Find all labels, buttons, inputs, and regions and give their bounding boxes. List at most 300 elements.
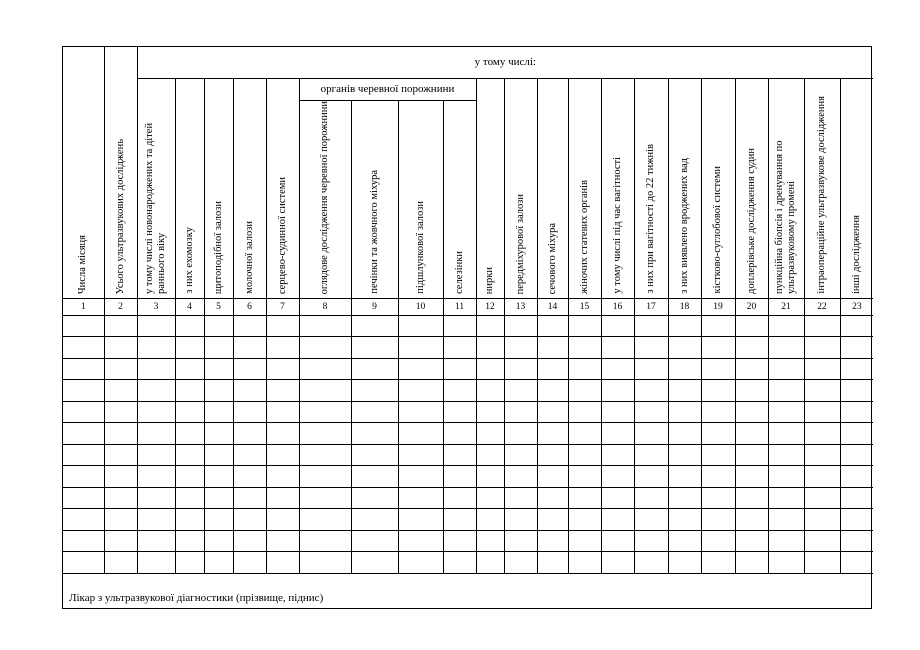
table-cell[interactable] <box>634 444 668 466</box>
table-cell[interactable] <box>351 444 398 466</box>
table-cell[interactable] <box>668 509 701 531</box>
table-cell[interactable] <box>804 552 840 574</box>
table-cell[interactable] <box>63 444 104 466</box>
table-cell[interactable] <box>476 358 504 380</box>
table-cell[interactable] <box>104 315 137 337</box>
table-cell[interactable] <box>668 466 701 488</box>
table-cell[interactable] <box>104 337 137 359</box>
table-cell[interactable] <box>701 466 735 488</box>
table-cell[interactable] <box>840 337 873 359</box>
table-cell[interactable] <box>233 401 266 423</box>
table-cell[interactable] <box>601 315 634 337</box>
table-cell[interactable] <box>504 401 537 423</box>
column-number: 19 <box>701 298 735 315</box>
table-cell[interactable] <box>601 380 634 402</box>
table-cell[interactable] <box>634 552 668 574</box>
table-cell[interactable] <box>668 530 701 552</box>
column-number: 17 <box>634 298 668 315</box>
table-cell[interactable] <box>568 337 601 359</box>
table-cell[interactable] <box>233 315 266 337</box>
table-cell[interactable] <box>768 337 804 359</box>
table-cell[interactable] <box>634 530 668 552</box>
table-cell[interactable] <box>175 358 204 380</box>
table-cell[interactable] <box>175 423 204 445</box>
table-cell[interactable] <box>568 444 601 466</box>
table-cell[interactable] <box>768 530 804 552</box>
table-cell[interactable] <box>537 530 568 552</box>
table-cell[interactable] <box>634 315 668 337</box>
table-cell[interactable] <box>804 337 840 359</box>
table-cell[interactable] <box>443 401 476 423</box>
table-row <box>63 401 873 423</box>
table-cell[interactable] <box>668 337 701 359</box>
table-cell[interactable] <box>668 423 701 445</box>
table-cell[interactable] <box>504 315 537 337</box>
table-cell[interactable] <box>204 487 233 509</box>
table-cell[interactable] <box>768 466 804 488</box>
table-cell[interactable] <box>175 401 204 423</box>
table-cell[interactable] <box>840 380 873 402</box>
table-cell[interactable] <box>804 315 840 337</box>
table-cell[interactable] <box>137 423 175 445</box>
table-cell[interactable] <box>443 487 476 509</box>
table-cell[interactable] <box>504 552 537 574</box>
table-cell[interactable] <box>735 423 768 445</box>
table-cell[interactable] <box>601 487 634 509</box>
table-cell[interactable] <box>398 401 443 423</box>
table-cell[interactable] <box>233 444 266 466</box>
table-cell[interactable] <box>204 509 233 531</box>
table-cell[interactable] <box>504 530 537 552</box>
table-cell[interactable] <box>601 466 634 488</box>
table-cell[interactable] <box>601 530 634 552</box>
table-cell[interactable] <box>137 530 175 552</box>
table-cell[interactable] <box>299 509 351 531</box>
table-cell[interactable] <box>104 401 137 423</box>
table-cell[interactable] <box>204 380 233 402</box>
table-cell[interactable] <box>137 401 175 423</box>
table-cell[interactable] <box>476 401 504 423</box>
column-number: 14 <box>537 298 568 315</box>
table-cell[interactable] <box>233 423 266 445</box>
table-cell[interactable] <box>299 358 351 380</box>
table-cell[interactable] <box>804 444 840 466</box>
table-cell[interactable] <box>299 466 351 488</box>
table-cell[interactable] <box>701 358 735 380</box>
table-cell[interactable] <box>504 337 537 359</box>
table-cell[interactable] <box>398 380 443 402</box>
table-cell[interactable] <box>175 337 204 359</box>
header-brain-echo: з них ехомозку <box>175 78 204 298</box>
table-cell[interactable] <box>840 423 873 445</box>
table-cell[interactable] <box>668 315 701 337</box>
table-cell[interactable] <box>601 552 634 574</box>
table-cell[interactable] <box>768 509 804 531</box>
column-number: 12 <box>476 298 504 315</box>
table-cell[interactable] <box>104 487 137 509</box>
table-cell[interactable] <box>398 466 443 488</box>
table-cell[interactable] <box>537 552 568 574</box>
table-cell[interactable] <box>537 358 568 380</box>
table-cell[interactable] <box>299 380 351 402</box>
table-cell[interactable] <box>137 337 175 359</box>
table-cell[interactable] <box>735 401 768 423</box>
table-cell[interactable] <box>768 315 804 337</box>
table-row <box>63 509 873 531</box>
table-cell[interactable] <box>568 380 601 402</box>
table-cell[interactable] <box>175 509 204 531</box>
table-cell[interactable] <box>568 358 601 380</box>
table-cell[interactable] <box>266 552 299 574</box>
table-cell[interactable] <box>701 509 735 531</box>
table-cell[interactable] <box>634 509 668 531</box>
table-cell[interactable] <box>504 380 537 402</box>
table-cell[interactable] <box>351 380 398 402</box>
table-cell[interactable] <box>233 552 266 574</box>
column-number: 20 <box>735 298 768 315</box>
table-cell[interactable] <box>63 358 104 380</box>
table-cell[interactable] <box>204 315 233 337</box>
table-cell[interactable] <box>476 423 504 445</box>
table-cell[interactable] <box>63 530 104 552</box>
table-cell[interactable] <box>204 444 233 466</box>
table-cell[interactable] <box>266 509 299 531</box>
table-cell[interactable] <box>398 315 443 337</box>
table-cell[interactable] <box>137 509 175 531</box>
table-cell[interactable] <box>299 337 351 359</box>
header-congenital-defects: з них виявлено вроджених вад <box>668 78 701 298</box>
table-cell[interactable] <box>233 358 266 380</box>
table-cell[interactable] <box>537 444 568 466</box>
table-cell[interactable] <box>504 423 537 445</box>
table-cell[interactable] <box>601 444 634 466</box>
table-cell[interactable] <box>233 509 266 531</box>
table-cell[interactable] <box>735 466 768 488</box>
table-cell[interactable] <box>299 487 351 509</box>
table-row <box>63 380 873 402</box>
table-cell[interactable] <box>63 380 104 402</box>
table-cell[interactable] <box>398 358 443 380</box>
table-cell[interactable] <box>104 444 137 466</box>
table-cell[interactable] <box>204 466 233 488</box>
table-cell[interactable] <box>443 509 476 531</box>
table-cell[interactable] <box>233 380 266 402</box>
table-cell[interactable] <box>840 552 873 574</box>
table-cell[interactable] <box>476 487 504 509</box>
table-cell[interactable] <box>299 423 351 445</box>
column-number: 11 <box>443 298 476 315</box>
table-cell[interactable] <box>701 380 735 402</box>
table-row <box>63 315 873 337</box>
table-cell[interactable] <box>568 401 601 423</box>
table-cell[interactable] <box>204 530 233 552</box>
table-cell[interactable] <box>735 315 768 337</box>
table-cell[interactable] <box>63 509 104 531</box>
table-cell[interactable] <box>443 380 476 402</box>
table-cell[interactable] <box>840 466 873 488</box>
table-cell[interactable] <box>204 337 233 359</box>
table-cell[interactable] <box>568 530 601 552</box>
table-cell[interactable] <box>351 487 398 509</box>
table-cell[interactable] <box>204 358 233 380</box>
table-cell[interactable] <box>266 380 299 402</box>
table-cell[interactable] <box>476 315 504 337</box>
table-cell[interactable] <box>351 401 398 423</box>
table-cell[interactable] <box>299 552 351 574</box>
table-cell[interactable] <box>701 487 735 509</box>
table-cell[interactable] <box>351 423 398 445</box>
table-cell[interactable] <box>768 444 804 466</box>
table-cell[interactable] <box>266 423 299 445</box>
table-cell[interactable] <box>568 466 601 488</box>
table-cell[interactable] <box>104 423 137 445</box>
table-cell[interactable] <box>137 487 175 509</box>
header-pregnancy-22-weeks: з них при вагітності до 22 тижнів <box>634 78 668 298</box>
table-cell[interactable] <box>204 401 233 423</box>
table-cell[interactable] <box>137 444 175 466</box>
table-cell[interactable] <box>701 315 735 337</box>
column-number: 21 <box>768 298 804 315</box>
table-cell[interactable] <box>840 315 873 337</box>
ultrasound-register-table <box>63 47 873 574</box>
table-cell[interactable] <box>840 444 873 466</box>
table-cell[interactable] <box>175 444 204 466</box>
table-cell[interactable] <box>266 358 299 380</box>
table-cell[interactable] <box>175 315 204 337</box>
header-musculoskeletal: кістково-суглобової системи <box>701 78 735 298</box>
table-cell[interactable] <box>735 380 768 402</box>
table-cell[interactable] <box>735 552 768 574</box>
table-cell[interactable] <box>668 380 701 402</box>
table-cell[interactable] <box>137 552 175 574</box>
table-cell[interactable] <box>504 509 537 531</box>
table-cell[interactable] <box>504 487 537 509</box>
table-cell[interactable] <box>266 487 299 509</box>
table-cell[interactable] <box>476 380 504 402</box>
header-total: Усього ультразвукових досліджень <box>104 47 137 298</box>
table-cell[interactable] <box>634 358 668 380</box>
table-cell[interactable] <box>398 530 443 552</box>
table-cell[interactable] <box>840 401 873 423</box>
table-cell[interactable] <box>137 380 175 402</box>
table-cell[interactable] <box>443 423 476 445</box>
table-cell[interactable] <box>104 552 137 574</box>
table-cell[interactable] <box>104 466 137 488</box>
table-cell[interactable] <box>137 358 175 380</box>
table-cell[interactable] <box>840 530 873 552</box>
table-cell[interactable] <box>398 487 443 509</box>
table-cell[interactable] <box>668 487 701 509</box>
table-cell[interactable] <box>537 509 568 531</box>
table-cell[interactable] <box>768 380 804 402</box>
table-cell[interactable] <box>104 509 137 531</box>
table-cell[interactable] <box>204 552 233 574</box>
table-cell[interactable] <box>701 530 735 552</box>
table-cell[interactable] <box>537 401 568 423</box>
table-cell[interactable] <box>175 380 204 402</box>
table-cell[interactable] <box>601 509 634 531</box>
table-cell[interactable] <box>634 487 668 509</box>
table-cell[interactable] <box>63 401 104 423</box>
table-cell[interactable] <box>804 509 840 531</box>
table-cell[interactable] <box>299 315 351 337</box>
table-cell[interactable] <box>804 530 840 552</box>
table-cell[interactable] <box>63 315 104 337</box>
table-cell[interactable] <box>299 444 351 466</box>
table-cell[interactable] <box>443 337 476 359</box>
table-cell[interactable] <box>443 358 476 380</box>
table-cell[interactable] <box>601 423 634 445</box>
table-cell[interactable] <box>351 466 398 488</box>
table-cell[interactable] <box>601 337 634 359</box>
table-cell[interactable] <box>768 552 804 574</box>
table-cell[interactable] <box>568 423 601 445</box>
table-cell[interactable] <box>266 530 299 552</box>
table-cell[interactable] <box>266 401 299 423</box>
table-cell[interactable] <box>668 358 701 380</box>
table-cell[interactable] <box>104 358 137 380</box>
table-cell[interactable] <box>233 530 266 552</box>
header-intraoperative: інтраопераційне ультразвукове дослідження <box>804 78 840 298</box>
table-cell[interactable] <box>233 487 266 509</box>
table-cell[interactable] <box>266 337 299 359</box>
table-cell[interactable] <box>668 444 701 466</box>
header-prostate: передміхурової залози <box>504 78 537 298</box>
table-cell[interactable] <box>768 487 804 509</box>
table-cell[interactable] <box>537 487 568 509</box>
table-cell[interactable] <box>568 315 601 337</box>
table-cell[interactable] <box>443 552 476 574</box>
table-cell[interactable] <box>266 315 299 337</box>
table-cell[interactable] <box>398 337 443 359</box>
table-cell[interactable] <box>668 401 701 423</box>
table-cell[interactable] <box>351 315 398 337</box>
table-cell[interactable] <box>299 401 351 423</box>
table-cell[interactable] <box>175 530 204 552</box>
table-cell[interactable] <box>840 509 873 531</box>
table-cell[interactable] <box>568 552 601 574</box>
table-cell[interactable] <box>398 423 443 445</box>
header-liver-gallbladder: печінки та жовчного міхура <box>351 100 398 298</box>
table-cell[interactable] <box>175 487 204 509</box>
table-cell[interactable] <box>351 358 398 380</box>
table-cell[interactable] <box>351 509 398 531</box>
table-cell[interactable] <box>735 337 768 359</box>
table-cell[interactable] <box>137 466 175 488</box>
table-cell[interactable] <box>175 466 204 488</box>
table-cell[interactable] <box>266 466 299 488</box>
table-cell[interactable] <box>351 337 398 359</box>
table-cell[interactable] <box>63 423 104 445</box>
table-cell[interactable] <box>634 466 668 488</box>
table-cell[interactable] <box>634 401 668 423</box>
table-cell[interactable] <box>568 509 601 531</box>
table-cell[interactable] <box>735 444 768 466</box>
table-cell[interactable] <box>804 401 840 423</box>
header-doppler: доплерівське дослідження судин <box>735 78 768 298</box>
table-cell[interactable] <box>537 315 568 337</box>
table-cell[interactable] <box>476 530 504 552</box>
table-cell[interactable] <box>443 530 476 552</box>
table-cell[interactable] <box>634 380 668 402</box>
table-cell[interactable] <box>701 337 735 359</box>
table-row <box>63 423 873 445</box>
table-cell[interactable] <box>233 466 266 488</box>
table-cell[interactable] <box>768 401 804 423</box>
table-cell[interactable] <box>768 358 804 380</box>
table-cell[interactable] <box>476 509 504 531</box>
table-cell[interactable] <box>537 423 568 445</box>
table-cell[interactable] <box>504 466 537 488</box>
header-breast: молочної залози <box>233 78 266 298</box>
table-cell[interactable] <box>537 337 568 359</box>
table-cell[interactable] <box>804 423 840 445</box>
table-cell[interactable] <box>443 444 476 466</box>
table-cell[interactable] <box>443 315 476 337</box>
table-cell[interactable] <box>668 552 701 574</box>
table-cell[interactable] <box>735 530 768 552</box>
table-cell[interactable] <box>804 358 840 380</box>
table-cell[interactable] <box>104 530 137 552</box>
table-cell[interactable] <box>63 466 104 488</box>
table-cell[interactable] <box>63 337 104 359</box>
table-cell[interactable] <box>476 444 504 466</box>
table-cell[interactable] <box>63 552 104 574</box>
table-cell[interactable] <box>476 466 504 488</box>
table-cell[interactable] <box>398 552 443 574</box>
table-cell[interactable] <box>804 466 840 488</box>
table-cell[interactable] <box>476 337 504 359</box>
table-cell[interactable] <box>701 552 735 574</box>
table-cell[interactable] <box>398 509 443 531</box>
table-cell[interactable] <box>768 423 804 445</box>
table-cell[interactable] <box>634 337 668 359</box>
table-cell[interactable] <box>735 358 768 380</box>
table-cell[interactable] <box>804 380 840 402</box>
table-cell[interactable] <box>804 487 840 509</box>
table-cell[interactable] <box>104 380 137 402</box>
table-cell[interactable] <box>63 487 104 509</box>
table-cell[interactable] <box>443 466 476 488</box>
table-cell[interactable] <box>735 509 768 531</box>
table-cell[interactable] <box>204 423 233 445</box>
table-cell[interactable] <box>175 552 204 574</box>
table-cell[interactable] <box>568 487 601 509</box>
table-cell[interactable] <box>701 401 735 423</box>
table-cell[interactable] <box>537 466 568 488</box>
table-cell[interactable] <box>840 487 873 509</box>
table-cell[interactable] <box>701 444 735 466</box>
table-cell[interactable] <box>233 337 266 359</box>
table-cell[interactable] <box>266 444 299 466</box>
table-cell[interactable] <box>299 530 351 552</box>
table-cell[interactable] <box>351 552 398 574</box>
table-cell[interactable] <box>398 444 443 466</box>
table-cell[interactable] <box>601 358 634 380</box>
table-cell[interactable] <box>476 552 504 574</box>
header-day: Числа місяця <box>63 47 104 298</box>
table-cell[interactable] <box>504 444 537 466</box>
table-cell[interactable] <box>351 530 398 552</box>
table-cell[interactable] <box>537 380 568 402</box>
table-cell[interactable] <box>601 401 634 423</box>
table-cell[interactable] <box>840 358 873 380</box>
table-cell[interactable] <box>137 315 175 337</box>
table-cell[interactable] <box>735 487 768 509</box>
table-cell[interactable] <box>504 358 537 380</box>
table-cell[interactable] <box>701 423 735 445</box>
table-cell[interactable] <box>634 423 668 445</box>
